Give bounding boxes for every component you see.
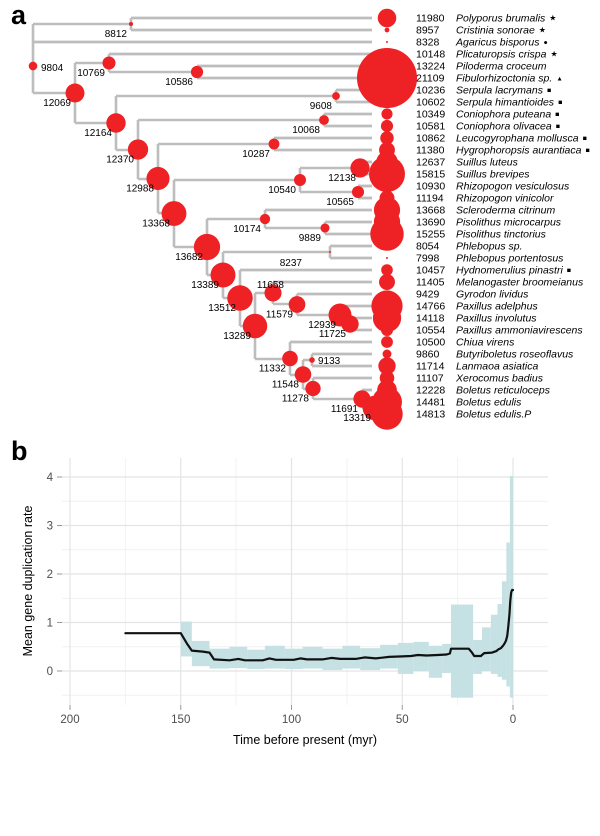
- tip-label: [416, 373, 544, 385]
- tip-label: [416, 181, 570, 193]
- x-tick-label: 0: [509, 714, 517, 726]
- x-tick-label: 100: [281, 714, 302, 726]
- ribbon-segment: [482, 627, 491, 671]
- tip-count-circle: [378, 9, 397, 28]
- tip-gene-count: 21109: [416, 72, 445, 85]
- internal-node-label: 10068: [292, 125, 320, 136]
- tip-species-name: Phlebopus portentosus: [456, 252, 564, 265]
- internal-node-label: 10540: [268, 185, 296, 196]
- tip-label: [416, 265, 571, 277]
- tip-count-circle: [381, 324, 393, 336]
- internal-node-label: 12138: [328, 173, 356, 184]
- tip-square-icon: ■: [585, 147, 590, 155]
- tip-label: [416, 97, 562, 109]
- internal-node-label: 8812: [104, 29, 127, 40]
- tree-tip-labels: [416, 13, 590, 421]
- tip-species-name: Boletus edulis.P: [456, 408, 532, 421]
- tip-square-icon: ■: [566, 267, 572, 275]
- tip-label: [416, 241, 523, 253]
- tip-species-name: Boletus edulis: [456, 396, 522, 409]
- tip-gene-count: 11980: [416, 12, 445, 25]
- tip-label: [416, 49, 558, 61]
- tip-count-circle: [371, 398, 402, 429]
- tip-gene-count: 11107: [416, 372, 444, 385]
- tip-label: [416, 25, 546, 37]
- internal-node-circle: [319, 115, 329, 125]
- internal-node-circle: [309, 357, 315, 363]
- tip-label: [416, 397, 522, 409]
- tip-count-circle: [386, 245, 388, 247]
- tip-star-icon: ★: [549, 13, 557, 23]
- tip-species-name: Suillus brevipes: [456, 168, 530, 181]
- tip-label: [416, 85, 551, 97]
- internal-node-label: 10586: [165, 77, 193, 88]
- tip-species-name: Piloderma croceum: [456, 60, 547, 73]
- tip-count-circle: [386, 257, 388, 259]
- internal-node-label: 12988: [126, 183, 154, 195]
- tip-gene-count: 10930: [416, 180, 446, 193]
- internal-node-label: 13319: [343, 413, 371, 424]
- y-tick-label: 3: [46, 520, 53, 533]
- tip-label: [416, 61, 547, 73]
- tip-species-name: Pisolithus microcarpus: [456, 216, 562, 229]
- tip-label: [416, 325, 583, 337]
- tip-species-name: Hygrophoropsis aurantiaca: [456, 144, 582, 157]
- internal-node-label: 10174: [233, 224, 261, 235]
- tip-species-name: Chiua virens: [456, 336, 515, 349]
- x-tick-label: 200: [60, 714, 80, 726]
- internal-node-label: 11278: [281, 393, 309, 405]
- tip-gene-count: 15815: [416, 168, 446, 181]
- tip-square-icon: ■: [558, 99, 563, 107]
- tip-gene-count: 10602: [416, 96, 446, 109]
- internal-node-label: 9889: [298, 233, 321, 244]
- tip-label: [416, 253, 564, 265]
- tip-gene-count: 14766: [416, 300, 446, 313]
- internal-node-label: 13512: [208, 303, 236, 314]
- ribbon-segment: [192, 641, 210, 666]
- tip-square-icon: ■: [582, 135, 587, 143]
- internal-node-label: 12164: [84, 128, 112, 139]
- internal-node-label: 9133: [318, 356, 341, 367]
- tip-gene-count: 7998: [416, 252, 440, 265]
- tip-label: [416, 409, 531, 421]
- panel-b-label: b: [11, 436, 28, 466]
- ribbon-segment: [181, 622, 192, 657]
- tip-label: [416, 37, 548, 49]
- internal-node-label: 12069: [43, 98, 71, 109]
- internal-node-label: 13682: [175, 252, 203, 263]
- tip-species-name: Cristinia sonorae: [456, 24, 535, 37]
- tip-gene-count: 11380: [416, 144, 445, 157]
- x-tick-label: 150: [171, 714, 191, 726]
- tip-count-circle: [382, 85, 393, 96]
- x-axis-title: Time before present (myr): [232, 733, 378, 747]
- x-tick-label: 50: [395, 714, 409, 726]
- ribbon-segment: [429, 646, 442, 678]
- tip-gene-count: 14481: [416, 396, 446, 409]
- internal-node-label: 9608: [309, 101, 332, 112]
- tip-gene-count: 11714: [416, 360, 445, 373]
- internal-node-label: 11725: [318, 329, 346, 340]
- tip-species-name: Paxillus adelphus: [456, 300, 538, 313]
- tip-label: [416, 169, 530, 181]
- tip-triangle-icon: ▲: [556, 75, 563, 83]
- tip-star-icon: ★: [550, 49, 558, 59]
- tip-count-circle: [379, 274, 395, 290]
- tip-gene-count: 13690: [416, 216, 446, 229]
- tip-gene-count: 11405: [416, 276, 445, 289]
- tip-gene-count: 10500: [416, 336, 446, 349]
- y-axis-title: Mean gene duplication rate: [21, 505, 35, 657]
- tip-label: [416, 289, 529, 301]
- internal-node-label: 11658: [256, 280, 284, 291]
- tip-square-icon: ■: [555, 111, 560, 119]
- internal-node-label: 11579: [265, 309, 293, 321]
- internal-node-label: 11332: [258, 363, 286, 375]
- tip-gene-count: 8054: [416, 240, 440, 253]
- tip-square-icon: ■: [546, 87, 552, 95]
- internal-node-circle: [129, 22, 133, 26]
- tip-label: [416, 385, 551, 397]
- internal-node-label: 8237: [279, 258, 302, 269]
- tip-count-circle: [381, 120, 393, 132]
- tip-gene-count: 9860: [416, 348, 440, 361]
- tip-species-name: Butyriboletus roseoflavus: [456, 348, 574, 361]
- tip-species-name: Suillus luteus: [456, 156, 518, 169]
- internal-node-label: 12370: [106, 154, 134, 166]
- ribbon-segment: [510, 476, 513, 698]
- tip-label: [416, 145, 590, 157]
- tip-gene-count: 14118: [416, 312, 445, 325]
- ribbon-segment: [502, 581, 506, 679]
- axis-ticks: [47, 472, 517, 726]
- tip-label: [416, 109, 559, 121]
- tip-species-name: Melanogaster broomeianus: [456, 276, 584, 289]
- ribbon-segment: [497, 604, 501, 677]
- ribbon-segment: [342, 646, 360, 669]
- internal-node-circle: [260, 214, 270, 224]
- internal-node-circle: [320, 223, 329, 232]
- internal-node-label: 12939: [308, 320, 336, 331]
- tip-label: [416, 157, 519, 169]
- internal-node-label: 13389: [191, 280, 219, 291]
- y-tick-label: 1: [46, 617, 53, 630]
- tip-label: [416, 193, 554, 205]
- tip-species-name: Lanmaoa asiatica: [456, 360, 539, 373]
- internal-node-label: 13368: [142, 218, 170, 230]
- tip-star-icon: ★: [538, 25, 546, 35]
- tip-gene-count: 8328: [416, 36, 440, 49]
- tip-species-name: Fibulorhizoctonia sp.: [456, 72, 553, 85]
- tip-label: [416, 217, 562, 229]
- tip-count-circle: [383, 350, 392, 359]
- internal-node-circle: [269, 139, 280, 150]
- tip-species-name: Coniophora puteana: [456, 108, 552, 121]
- ribbon-segment: [442, 644, 451, 673]
- tip-label: [416, 337, 515, 349]
- tip-species-name: Rhizopogon vesiculosus: [456, 180, 570, 193]
- tip-label: [416, 205, 555, 217]
- tip-species-name: Paxillus involutus: [456, 312, 537, 325]
- ribbon-segment: [229, 647, 247, 668]
- tip-label: [416, 133, 587, 145]
- tip-count-circle: [381, 96, 393, 108]
- tip-square-icon: ■: [555, 123, 560, 131]
- tip-dot-icon: ●: [543, 39, 548, 47]
- internal-node-label: 9804: [41, 63, 64, 74]
- internal-node-circle: [329, 251, 331, 253]
- internal-node-label: 13289: [223, 331, 251, 342]
- tip-count-circle: [381, 108, 392, 119]
- y-tick-label: 0: [46, 666, 53, 678]
- tip-count-circle: [385, 28, 390, 33]
- tip-gene-count: 10349: [416, 108, 446, 121]
- duplication-rate-panel: [0, 436, 600, 836]
- tip-gene-count: 11194: [416, 192, 444, 205]
- tip-species-name: Agaricus bisporus: [456, 36, 540, 49]
- tip-species-name: Rhizopogon vinicolor: [456, 192, 554, 205]
- tip-gene-count: 10148: [416, 48, 446, 61]
- internal-node-label: 10769: [77, 68, 105, 79]
- internal-node-label: 10565: [326, 197, 354, 208]
- tip-gene-count: 14813: [416, 408, 446, 421]
- tip-species-name: Pisolithus tinctorius: [456, 228, 546, 241]
- tip-label: [416, 229, 547, 241]
- tip-species-name: Boletus reticuloceps: [456, 384, 550, 397]
- y-tick-label: 4: [46, 472, 53, 484]
- tip-gene-count: 8957: [416, 24, 440, 37]
- tip-species-name: Hydnomerulius pinastri: [456, 264, 563, 277]
- tip-gene-count: 12637: [416, 156, 446, 169]
- tip-gene-count: 13224: [416, 60, 446, 73]
- ribbon-segment: [303, 647, 323, 669]
- tip-gene-count: 15255: [416, 228, 446, 241]
- tip-species-name: Leucogyrophana mollusca: [456, 132, 579, 145]
- tip-label: [416, 73, 563, 85]
- y-tick-label: 2: [46, 569, 53, 581]
- tip-species-name: Serpula himantioides: [456, 96, 555, 109]
- tip-count-circle: [381, 336, 393, 348]
- internal-node-label: 11691: [330, 404, 358, 415]
- tip-gene-count: 12228: [416, 384, 446, 397]
- tip-label: [416, 349, 574, 361]
- tip-count-circle: [386, 41, 388, 43]
- tip-label: [416, 301, 538, 313]
- tip-species-name: Paxillus ammoniavirescens: [456, 324, 583, 337]
- tip-species-name: Polyporus brumalis: [456, 12, 546, 25]
- tip-label: [416, 313, 537, 325]
- ribbon-segment: [398, 643, 414, 674]
- tip-gene-count: 10581: [416, 120, 446, 133]
- internal-node-label: 11548: [271, 379, 299, 391]
- tip-label: [416, 361, 538, 373]
- panel-a-label: a: [11, 0, 27, 30]
- tip-gene-count: 13668: [416, 204, 446, 217]
- tip-species-name: Phlebopus sp.: [456, 240, 523, 253]
- tip-gene-count: 10862: [416, 132, 446, 145]
- tip-label: [416, 121, 560, 133]
- tip-label: [416, 277, 584, 289]
- internal-node-label: 10287: [242, 149, 270, 160]
- internal-node-circle: [29, 62, 38, 71]
- tip-species-name: Xerocomus badius: [456, 372, 543, 385]
- tip-species-name: Gyrodon lividus: [456, 288, 529, 301]
- tip-species-name: Scleroderma citrinum: [456, 204, 556, 217]
- tip-gene-count: 9429: [416, 288, 440, 301]
- tip-gene-count: 10457: [416, 264, 446, 277]
- ribbon-segment: [491, 615, 498, 674]
- tip-gene-count: 10554: [416, 324, 446, 337]
- tip-gene-count: 10236: [416, 84, 446, 97]
- ribbon-segment: [265, 646, 285, 669]
- tip-species-name: Coniophora olivacea: [456, 120, 552, 133]
- tip-species-name: Serpula lacrymans: [456, 84, 543, 97]
- tip-label: [416, 13, 556, 25]
- internal-node-circle: [332, 92, 340, 100]
- tip-species-name: Plicaturopsis crispa: [456, 48, 547, 61]
